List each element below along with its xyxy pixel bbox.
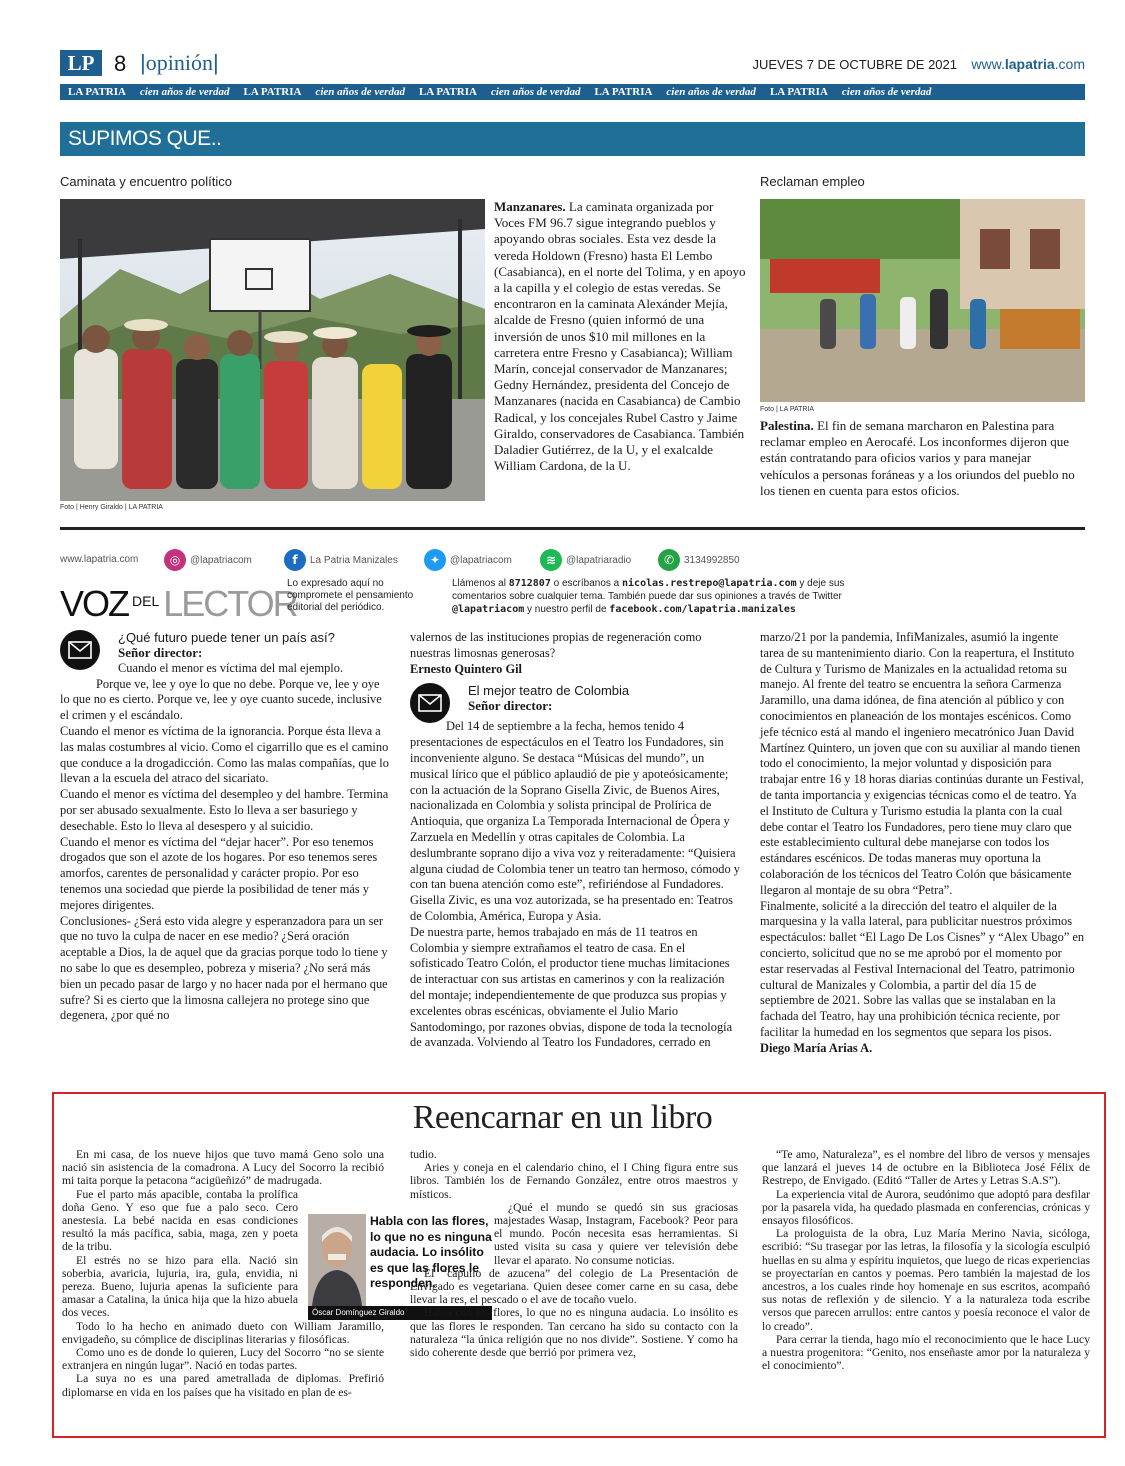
instagram-icon: ◎ xyxy=(164,549,186,571)
site-brand: lapatria xyxy=(1004,56,1055,72)
contact-phone[interactable]: 8712807 xyxy=(508,578,551,589)
letter1-p7: valernos de las instituciones propias de regeneración como nuestras limosnas generosas? xyxy=(410,630,702,660)
social-facebook[interactable] xyxy=(284,549,398,571)
whatsapp-icon: ✆ xyxy=(658,549,680,571)
letter1-p2: Porque ve, lee y oye lo que no debe. Porque ve, lee y oye lo que no es cierto. Porque ve, lee y oye cuanto sucede, inclusive el crimen y el escándalo. xyxy=(60,676,382,723)
contact-facebook[interactable]: facebook.com/lapatria.manizales xyxy=(609,604,796,615)
letter2-p1: Del 14 de septiembre a la fecha, hemos tenido 4 presentaciones de espectáculos en el Teatro los Fundadores, sin inconveniente alguno. Se destaca “Músicas del mundo”, un musical lírico que el público aplaudió de pie y apoteósicamente; con la actuación de la Soprano Gisella Zivic, de Buenos Aires, nacionalizada en Colombia y solista principal de Prolírica de Antioquia, que organiza La Temporada Internacional de Ópera y Zarzuela en Medellín y otras capitales de Colombia. La deslumbrante soprano dijo a viva voz y reiteradamente: “Quisiera alguna ciudad de Colombia tener un teatro tan hermoso, cómodo y con tan buena atención como este”, refiriéndose al Fundadores. Gisella Zivic, es una voz autorizada, se ha presentado en: Teatros de Colombia, América, Europa y Asia. xyxy=(410,719,740,923)
ribbon-brand: LA PATRIA xyxy=(68,86,126,98)
feature-c2-p2: Aries y coneja en el calendario chino, el I Ching figura entre sus libros. También los de Fernando González, entre otros maestros y místicos. xyxy=(410,1161,738,1201)
letter2-p2: De nuestra parte, hemos trabajado en más de 11 teatros en Colombia y siempre extrañamos el teatro de casa. En el sofisticado Teatro Colón, el productor tiene muchas limitaciones de interactuar con sus artistas en camerinos y con la realización del montaje; independientemente de que produzca sus propias y excelentes obras escénicas, obviamente el Julio Mario Santodomingo, por razones obvias, dispone de toda la tecnología de avanzada. Volviendo al Teatro los Fundadores, cerrado en xyxy=(410,924,733,1050)
section-bar: SUPIMOS QUE.. xyxy=(60,122,1085,156)
feature-c1-p6: La suya no es una pared ametrallada de diplomas. Prefirió diplomarse en vida en los países que ha visitado en plan de es- xyxy=(62,1372,384,1399)
contact-text-d: y nuestro perfil de xyxy=(524,604,610,615)
voz-disclaimer: Lo expresado aquí no compromete el pensamiento editorial del periódico. xyxy=(287,578,414,613)
voz-contact xyxy=(452,577,882,616)
feature-column-2 xyxy=(410,1148,738,1359)
feature-c1-p4: Todo lo ha hecho en animado dueto con William Jaramillo, envigadeño, su cómplice de disciplinas literarias y filosóficas. xyxy=(62,1319,384,1346)
letter2-column-c xyxy=(760,630,1085,1057)
author-name: Óscar Domínguez Giraldo xyxy=(308,1306,492,1320)
feature-title: Reencarnar en un libro xyxy=(412,1099,713,1136)
twitter-icon: ✦ xyxy=(424,549,446,571)
social-twitter-label: @lapatriacom xyxy=(450,554,512,566)
letter1-p1: Cuando el menor es víctima del mal ejemplo. xyxy=(118,660,344,675)
issue-date: JUEVES 7 DE OCTUBRE DE 2021 xyxy=(752,57,957,72)
logo: LP xyxy=(60,50,102,76)
feature-column-3 xyxy=(762,1148,1090,1372)
letter2-salutation: Señor director: xyxy=(468,698,553,714)
story1-body: La caminata organizada por Voces FM 96.7 sigue integrando pueblos y apoyando obras sociales. Esta vez desde la vereda Holdown (Fresno) hasta El Lembo (Casabianca), en el norte del Tolima, y en apoyo a la capilla y el colegio de estas veredas. Se encontraron en la caminata Alexánder Mejía, alcalde de Fresno (quien informó de una inversión de unos $10 mil millones en la carretera entre Fresno y Casabianca); William Marín, concejal conservador de Manzanares; Gedny Hernández, presidenta del Concejo de Manzanares (nacida en Casabianca) de Cambio Radical, y los concejales Rubel Castro y Jaime Giraldo, conservadores de Casabianca. También Daladier Gutiérrez, de la U, y el exalcalde William Cardona, de la U. xyxy=(494,199,746,474)
spotify-icon: ≋ xyxy=(540,549,562,571)
page-number: 8 xyxy=(114,51,127,76)
letter2-title: El mejor teatro de Colombia xyxy=(468,683,630,699)
feature-c1-p1: En mi casa, de los nueve hijos que tuvo mamá Geno solo una nació sin asistencia de la comadrona. A Lucy del Socorro la recibió mi taita porque la petacona “acigüeñizó” de madrugada. xyxy=(62,1148,384,1188)
feature-c1-p3: El estrés no se hizo para ella. Nació sin soberbia, avaricia, lujuria, ira, gula, envidia, ni pereza. Bueno, lujuria apenas la suficiente para amasar a Catalina, la única hija que la hizo abuela dos veces. xyxy=(62,1253,298,1320)
ribbon-slogan: cien años de verdad xyxy=(841,86,932,98)
letter1-p6: Conclusiones- ¿Será esto vida alegre y esperanzadora para un ser que no tuvo la culpa de nacer en ese medio? ¿Será oración aceptable a Dios, la de aquel que da gracias porque todo lo tiene y no sabe lo que es desempleo, pobreza y miseria? ¿No será más bien un pecado pasar de largo y no hacer nada por el hermano que sufre? Si es cierto que la limosna callejera no protege sino que degenera, ¿por qué no xyxy=(60,913,388,1023)
letter1-column-a xyxy=(60,630,392,1024)
story2-body: El fin de semana marcharon en Palestina para reclamar empleo en Aerocafé. Los inconformes dijeron que están contratando para oficios varios y para manejar vehículos a personas foráneas y a los oriundos del pueblo no los tienen en cuenta para estos oficios. xyxy=(760,418,1075,498)
social-whatsapp-label: 3134992850 xyxy=(684,554,740,566)
feature-c1-p2: Fue el parto más apacible, contaba la prolífica doña Geno. Y eso que fue a palo seco. Cero anestesia. La bebé nacida en esas condiciones resultó la más pacífica, sabia, maga, zen y poeta de la tribu. xyxy=(62,1187,298,1254)
feature-c2-p4: El “capullo de azucena” del colegio de La Presentación de Envigado es vegetariana. Quien desee comer carne en su casa, debe llevar la res, el pescado o el ave de tocaño vuelo. xyxy=(410,1266,738,1307)
ribbon-brand: LA PATRIA xyxy=(418,86,477,98)
letter1-p4: Cuando el menor es víctima del desempleo y del hambre. Termina por ser abusado sexualmente. Esto lo lleva a ser basuriego y desechable. Esto lo lleva al desespero y al suicidio. xyxy=(60,787,389,833)
envelope-icon xyxy=(410,683,450,723)
story2-credit: Foto | LA PATRIA xyxy=(760,406,815,413)
contact-twitter[interactable]: @lapatriacom xyxy=(452,604,525,615)
ribbon-slogan: cien años de verdad xyxy=(139,86,230,98)
site-prefix: www. xyxy=(971,56,1005,72)
story2-photo xyxy=(760,199,1085,402)
ribbon-slogan: cien años de verdad xyxy=(490,86,581,98)
letter2-signature: Diego María Arias A. xyxy=(760,1040,873,1055)
ribbon-brand: LA PATRIA xyxy=(594,86,653,98)
social-facebook-label: La Patria Manizales xyxy=(310,554,398,566)
contact-text-b: o escríbanos a xyxy=(550,578,623,589)
story1-text xyxy=(494,199,746,474)
letter1-header xyxy=(60,630,392,677)
facebook-icon: f xyxy=(284,549,306,571)
feature-c3-p4: Para cerrar la tienda, hago mío el reconocimiento que le hace Lucy a nuestra progenitora: “Genito, nos enseñaste amor por la naturaleza y el conocimiento”. xyxy=(762,1332,1090,1373)
story1-head: Caminata y encuentro político xyxy=(60,174,232,189)
contact-text-c: y deje sus comentarios sobre cualquier tema. También puede dar sus opiniones a través de Twitter xyxy=(452,578,845,602)
letter1-salutation: Señor director: xyxy=(118,645,203,660)
story1-credit: Foto | Henry Giraldo | LA PATRIA xyxy=(60,504,163,511)
letter1-signature: Ernesto Quintero Gil xyxy=(410,661,522,676)
story2-text xyxy=(760,418,1082,499)
voz-title-lector: LECTOR xyxy=(163,583,297,624)
story1-photo xyxy=(60,199,485,501)
author-photo xyxy=(308,1214,366,1306)
story2-lead: Palestina. xyxy=(760,418,814,433)
pull-quote-text: Habla con las flores, lo que no es ninguna audacia. Lo insólito es que las flores le responden. xyxy=(370,1214,492,1290)
social-whatsapp[interactable] xyxy=(658,549,740,571)
letter1-p5: Cuando el menor es víctima del “dejar hacer”. Por eso tenemos drogados que son el azote de los hogares. Por eso tenemos seres amorfos, carentes de personalidad y carácter propio. Por eso tenemos una sociedad que pierde la posibilidad de tener más y mejores dirigentes. xyxy=(60,834,378,912)
section-divider xyxy=(60,527,1085,530)
feature-c3-p3: La prologuista de la obra, Luz María Merino Navia, sicóloga, escribió: “Su trasegar por las letras, la filosofía y la sicología esculpió huellas en su alma y espíritu inquietos, que luego de ricas experiencias se proyectarían en cantos y poemas. Pero también la majestad de los ancestros, a los cuales rinde hoy homenaje en sus escritos, acompañó sus notas de reflexión y de silencio. Y a la naturaleza toda escribe versos que parecen arrullos: entre cantos y poesía reconoce el valor de lo creado”. xyxy=(762,1227,1090,1333)
site-link[interactable] xyxy=(971,56,1085,72)
social-spotify[interactable] xyxy=(540,549,631,571)
social-web[interactable] xyxy=(60,554,138,565)
section-label: opinión xyxy=(145,50,213,75)
story2-head: Reclaman empleo xyxy=(760,174,865,189)
feature-c2-p3: ¿Qué el mundo se quedó sin sus graciosas majestades Wasap, Instagram, Facebook? Peor para el mundo. Pocón necesita esas herramientas. Si usted visita su casa y quiere ver televisión debe llevar el aparato. No consume noticias. xyxy=(494,1200,738,1267)
feature-c2-p1: tudio. xyxy=(410,1148,437,1161)
group-photo-image xyxy=(60,199,485,501)
contact-text-a: Llámenos al xyxy=(452,578,509,589)
slogan-ribbon xyxy=(60,84,1085,100)
ribbon-brand: LA PATRIA xyxy=(243,86,302,98)
letter2-p3: marzo/21 por la pandemia, InfiManizales, asumió la ingente tarea de su mantenimiento diario. Con la reapertura, el Instituto de Cultura y Turismo de Manizales en la actualidad retoma su manejo. Al frente del teatro se encuentra la señora Carmenza Jaramillo, una dama idónea, de fina atención al público y con conocimientos en planeación de los montajes escénicos. Como jefe técnico está al mando el ingeniero mecatrónico Juan David Martínez Quintero, un joven que con su auxiliar al mando tienen todo el conocimiento, la mejor voluntad y disposición para trabajar entre 16 y 18 horas diarias continúas durante un Festival, de tanta importancia y exigencias técnicas como el de teatro. Ya el Instituto de Cultura y Turismo estudia la planta con la cual debe contar el Teatro los Fundadores, pero tiene muy claro que este establecimiento cultural debe manejarse con todos los estándares escénicos. De todas maneras muy oportuna la colaboración de los técnicos del Teatro Colón que básicamente llegaron al montaje de su obra “Petra”. xyxy=(760,630,1084,897)
voz-title-voz: VOZ xyxy=(60,583,129,624)
letter2-p4: Finalmente, solicité a la dirección del teatro el alquiler de la marquesina y la valla lateral, para publicitar nuestros próximos espectáculos: ballet “El Lago De Los Cisnes” y “Alex Ubago” en concierto, solicitud que no se me aprobó por el momento por estar reservadas al Festival Internacional del Teatro, patrimonio cultural de Manizales y Colombia, a partir del día 15 de septiembre de 2021. Sobre las vallas que se instalaban en la fachada del Teatro, hay una prohibición técnica reciente, por facilitar la humedad en los segmentos que separa los pisos. xyxy=(760,898,1085,1039)
letter-column-b xyxy=(410,630,742,1051)
letter1-p3: Cuando el menor es víctima de la ignorancia. Porque ésta lleva a las malas costumbres al vicio. Como el cigarrillo que es el camino que conduce a la drogadicción. Como las malas compañías, que lo llevan a la escuela del atraco del sicariato. xyxy=(60,723,389,786)
social-twitter[interactable] xyxy=(424,549,512,571)
contact-email[interactable]: nicolas.restrepo@lapatria.com xyxy=(622,578,797,589)
ribbon-brand: LA PATRIA xyxy=(769,86,828,98)
feature-c2-p5: Habla con las flores, lo que no es ninguna audacia. Lo insólito es que las flores le responden. Tan cercano ha sido su contacto con la naturaleza “la única religión que no nos divide”. Sostiene. Y como ha sido coherente desde que berrió por primera vez, xyxy=(410,1306,738,1360)
feature-c3-p1: “Te amo, Naturaleza”, es el nombre del libro de versos y mensajes que lanzará el jueves 14 de octubre en la Biblioteca José Félix de Restrepo, de Envigado. (Editó “Taller de Artes y Letras S.A.S”). xyxy=(762,1148,1090,1188)
story1-lead: Manzanares. xyxy=(494,199,566,214)
social-instagram[interactable] xyxy=(164,549,252,571)
social-row xyxy=(60,552,1085,572)
masthead xyxy=(60,50,1085,80)
social-instagram-label: @lapatriacom xyxy=(190,554,252,566)
site-suffix: .com xyxy=(1054,56,1085,72)
feature-c3-p2: La experiencia vital de Aurora, seudónimo que adoptó para desfilar por la pasarela vida, ha quedado plasmada en conferencias, crónicas y ensayos filosóficos. xyxy=(762,1187,1090,1228)
feature-c1-p5: Como uno es de donde lo quieren, Lucy del Socorro “no se siente extranjera en ningún lugar”. Nació en todas partes. xyxy=(62,1346,384,1373)
social-web-label: www.lapatria.com xyxy=(60,554,139,565)
voz-title-del: DEL xyxy=(132,593,160,609)
letter2-header xyxy=(410,683,742,719)
voz-del-lector-title xyxy=(60,583,297,625)
section-name: |opinión| xyxy=(140,50,219,75)
ribbon-slogan: cien años de verdad xyxy=(315,86,405,98)
protest-photo-image xyxy=(760,199,1085,402)
social-spotify-label: @lapatriaradio xyxy=(566,554,632,566)
letter1-title: ¿Qué futuro puede tener un país así? xyxy=(118,630,335,645)
envelope-icon xyxy=(60,630,100,670)
ribbon-slogan: cien años de verdad xyxy=(666,86,756,98)
